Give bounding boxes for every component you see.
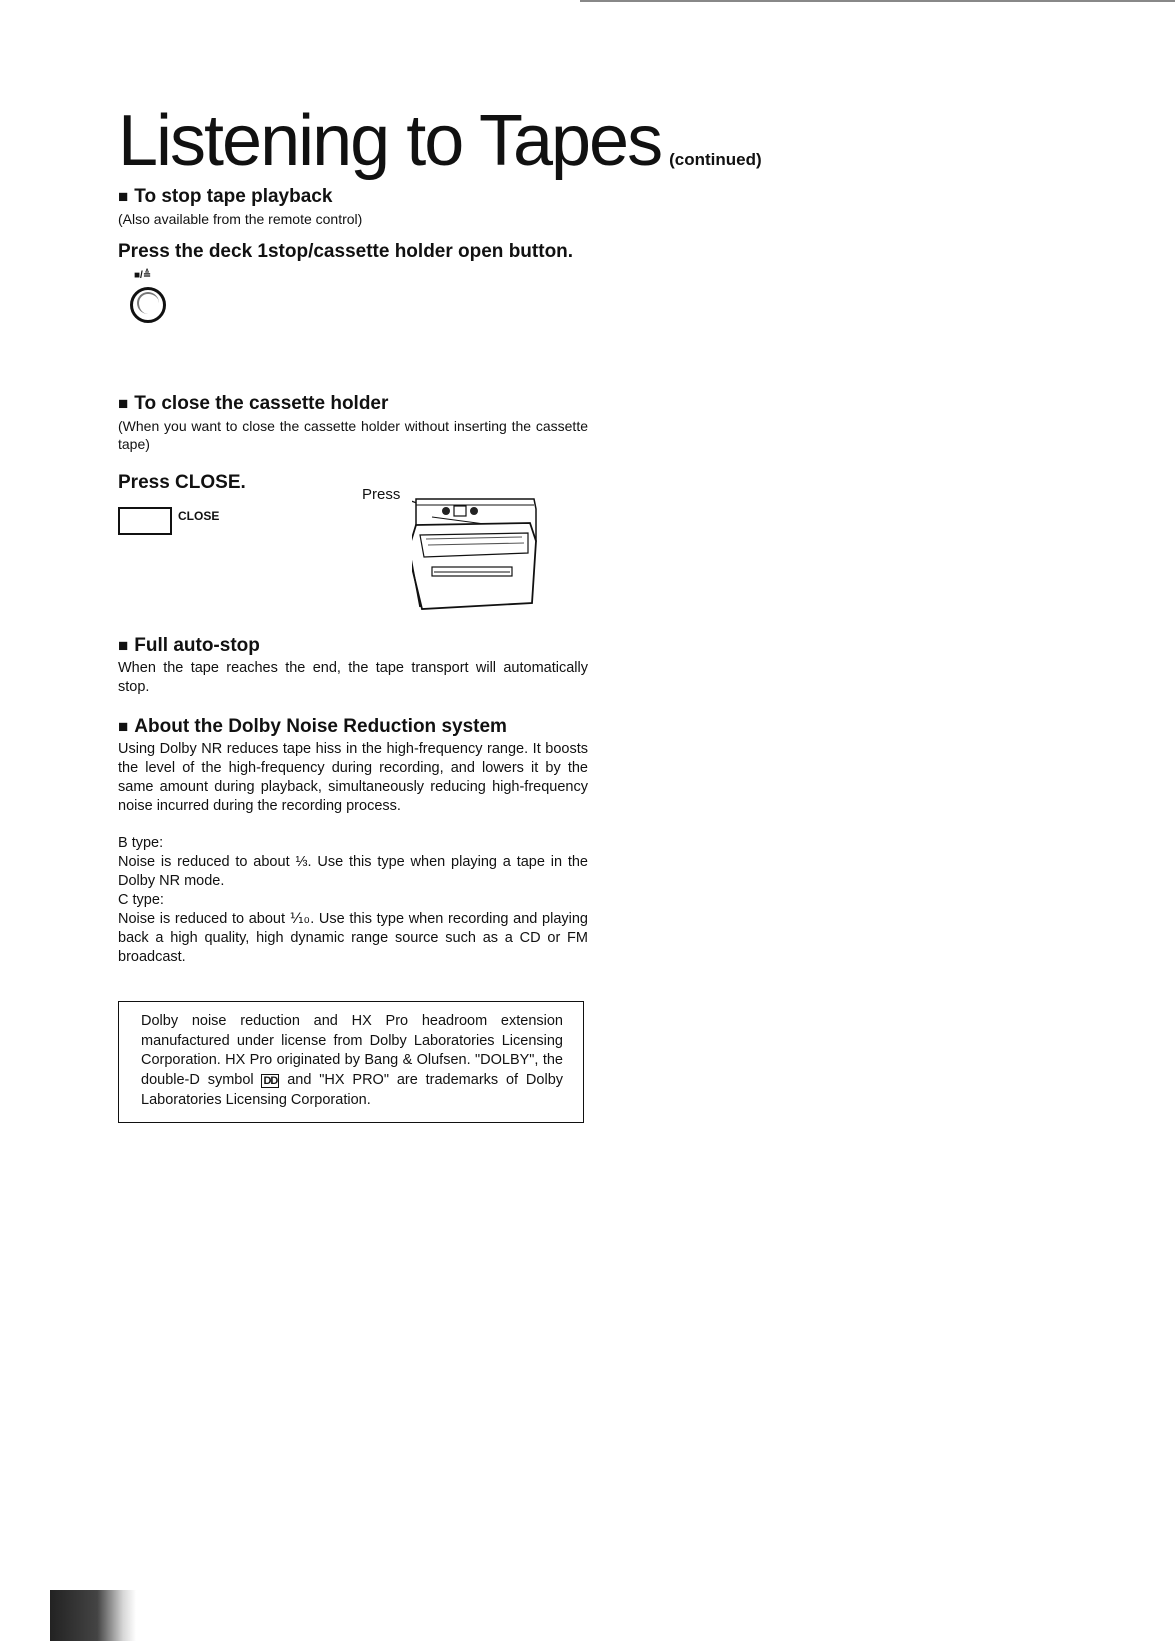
square-bullet-icon: ■ [118, 187, 129, 206]
double-d-icon: DD [263, 1074, 278, 1087]
close-holder-note: (When you want to close the cassette holder without inserting the cassette tape) [118, 418, 588, 452]
dolby-b-type-text: Noise is reduced to about ⅓. Use this type when playing a tape in the Dolby NR mode. [118, 854, 588, 889]
square-bullet-icon: ■ [118, 394, 129, 413]
page-title [118, 100, 762, 182]
dolby-c-type-text: Noise is reduced to about ⅒. Use this type when recording and playing back a high quality, high dynamic range source such as a CD or FM broadcast. [118, 911, 588, 965]
dolby-c-type-label: C type: [118, 892, 164, 908]
stop-instruction: Press the deck 1stop/cassette holder open button. [118, 241, 574, 262]
auto-stop-text: When the tape reaches the end, the tape transport will automatically stop. [118, 660, 588, 695]
deck-button-right-icon [470, 507, 478, 515]
stop-eject-button-icon [130, 287, 166, 323]
close-button-label: CLOSE [178, 509, 220, 523]
cassette-holder-illustration [412, 495, 542, 615]
square-bullet-icon: ■ [118, 636, 129, 655]
close-button-icon [118, 507, 172, 535]
section-auto-stop [118, 635, 588, 697]
section-heading-auto-stop: ■ Full auto-stop [118, 635, 260, 656]
deck-close-button-icon [454, 506, 466, 516]
stop-eject-symbol: ■/≜ [134, 270, 152, 281]
close-instruction: Press CLOSE. [118, 472, 246, 493]
top-edge-line [580, 0, 1175, 2]
notice-text-1: Dolby noise reduction and HX Pro headroom extension manufactured under license from Dolby Laboratories Licensing Corporation. HX Pro originated by Bang & Olufsen. "DOLBY", the double-D symbol [141, 1013, 563, 1088]
section-heading-dolby: ■ About the Dolby Noise Reduction system [118, 716, 507, 737]
figure-press-label: Press [362, 486, 401, 503]
section-heading-stop-playback: ■ To stop tape playback [118, 186, 333, 207]
page-title-text: Listening to Tapes [118, 101, 662, 181]
trademark-notice-box [118, 1001, 584, 1123]
section-dolby [118, 716, 588, 967]
square-bullet-icon: ■ [118, 717, 129, 736]
deck-button-left-icon [442, 507, 450, 515]
scan-smudge [50, 1590, 136, 1641]
dolby-description: Using Dolby NR reduces tape hiss in the high-frequency range. It boosts the level of the high-frequency during recording, and lowers it by the same amount during playback, simultaneously reducing high-frequency noise incurred during the recording process. [118, 741, 588, 814]
remote-note: (Also available from the remote control) [118, 211, 363, 227]
notice-text-2: and "HX PRO" are trademarks of Dolby Laboratories Licensing Corporation. [141, 1071, 564, 1108]
section-heading-close-holder: ■ To close the cassette holder [118, 393, 389, 414]
dolby-b-type-label: B type: [118, 835, 164, 851]
page-title-suffix: (continued) [669, 150, 762, 169]
section-stop-playback [118, 186, 588, 323]
